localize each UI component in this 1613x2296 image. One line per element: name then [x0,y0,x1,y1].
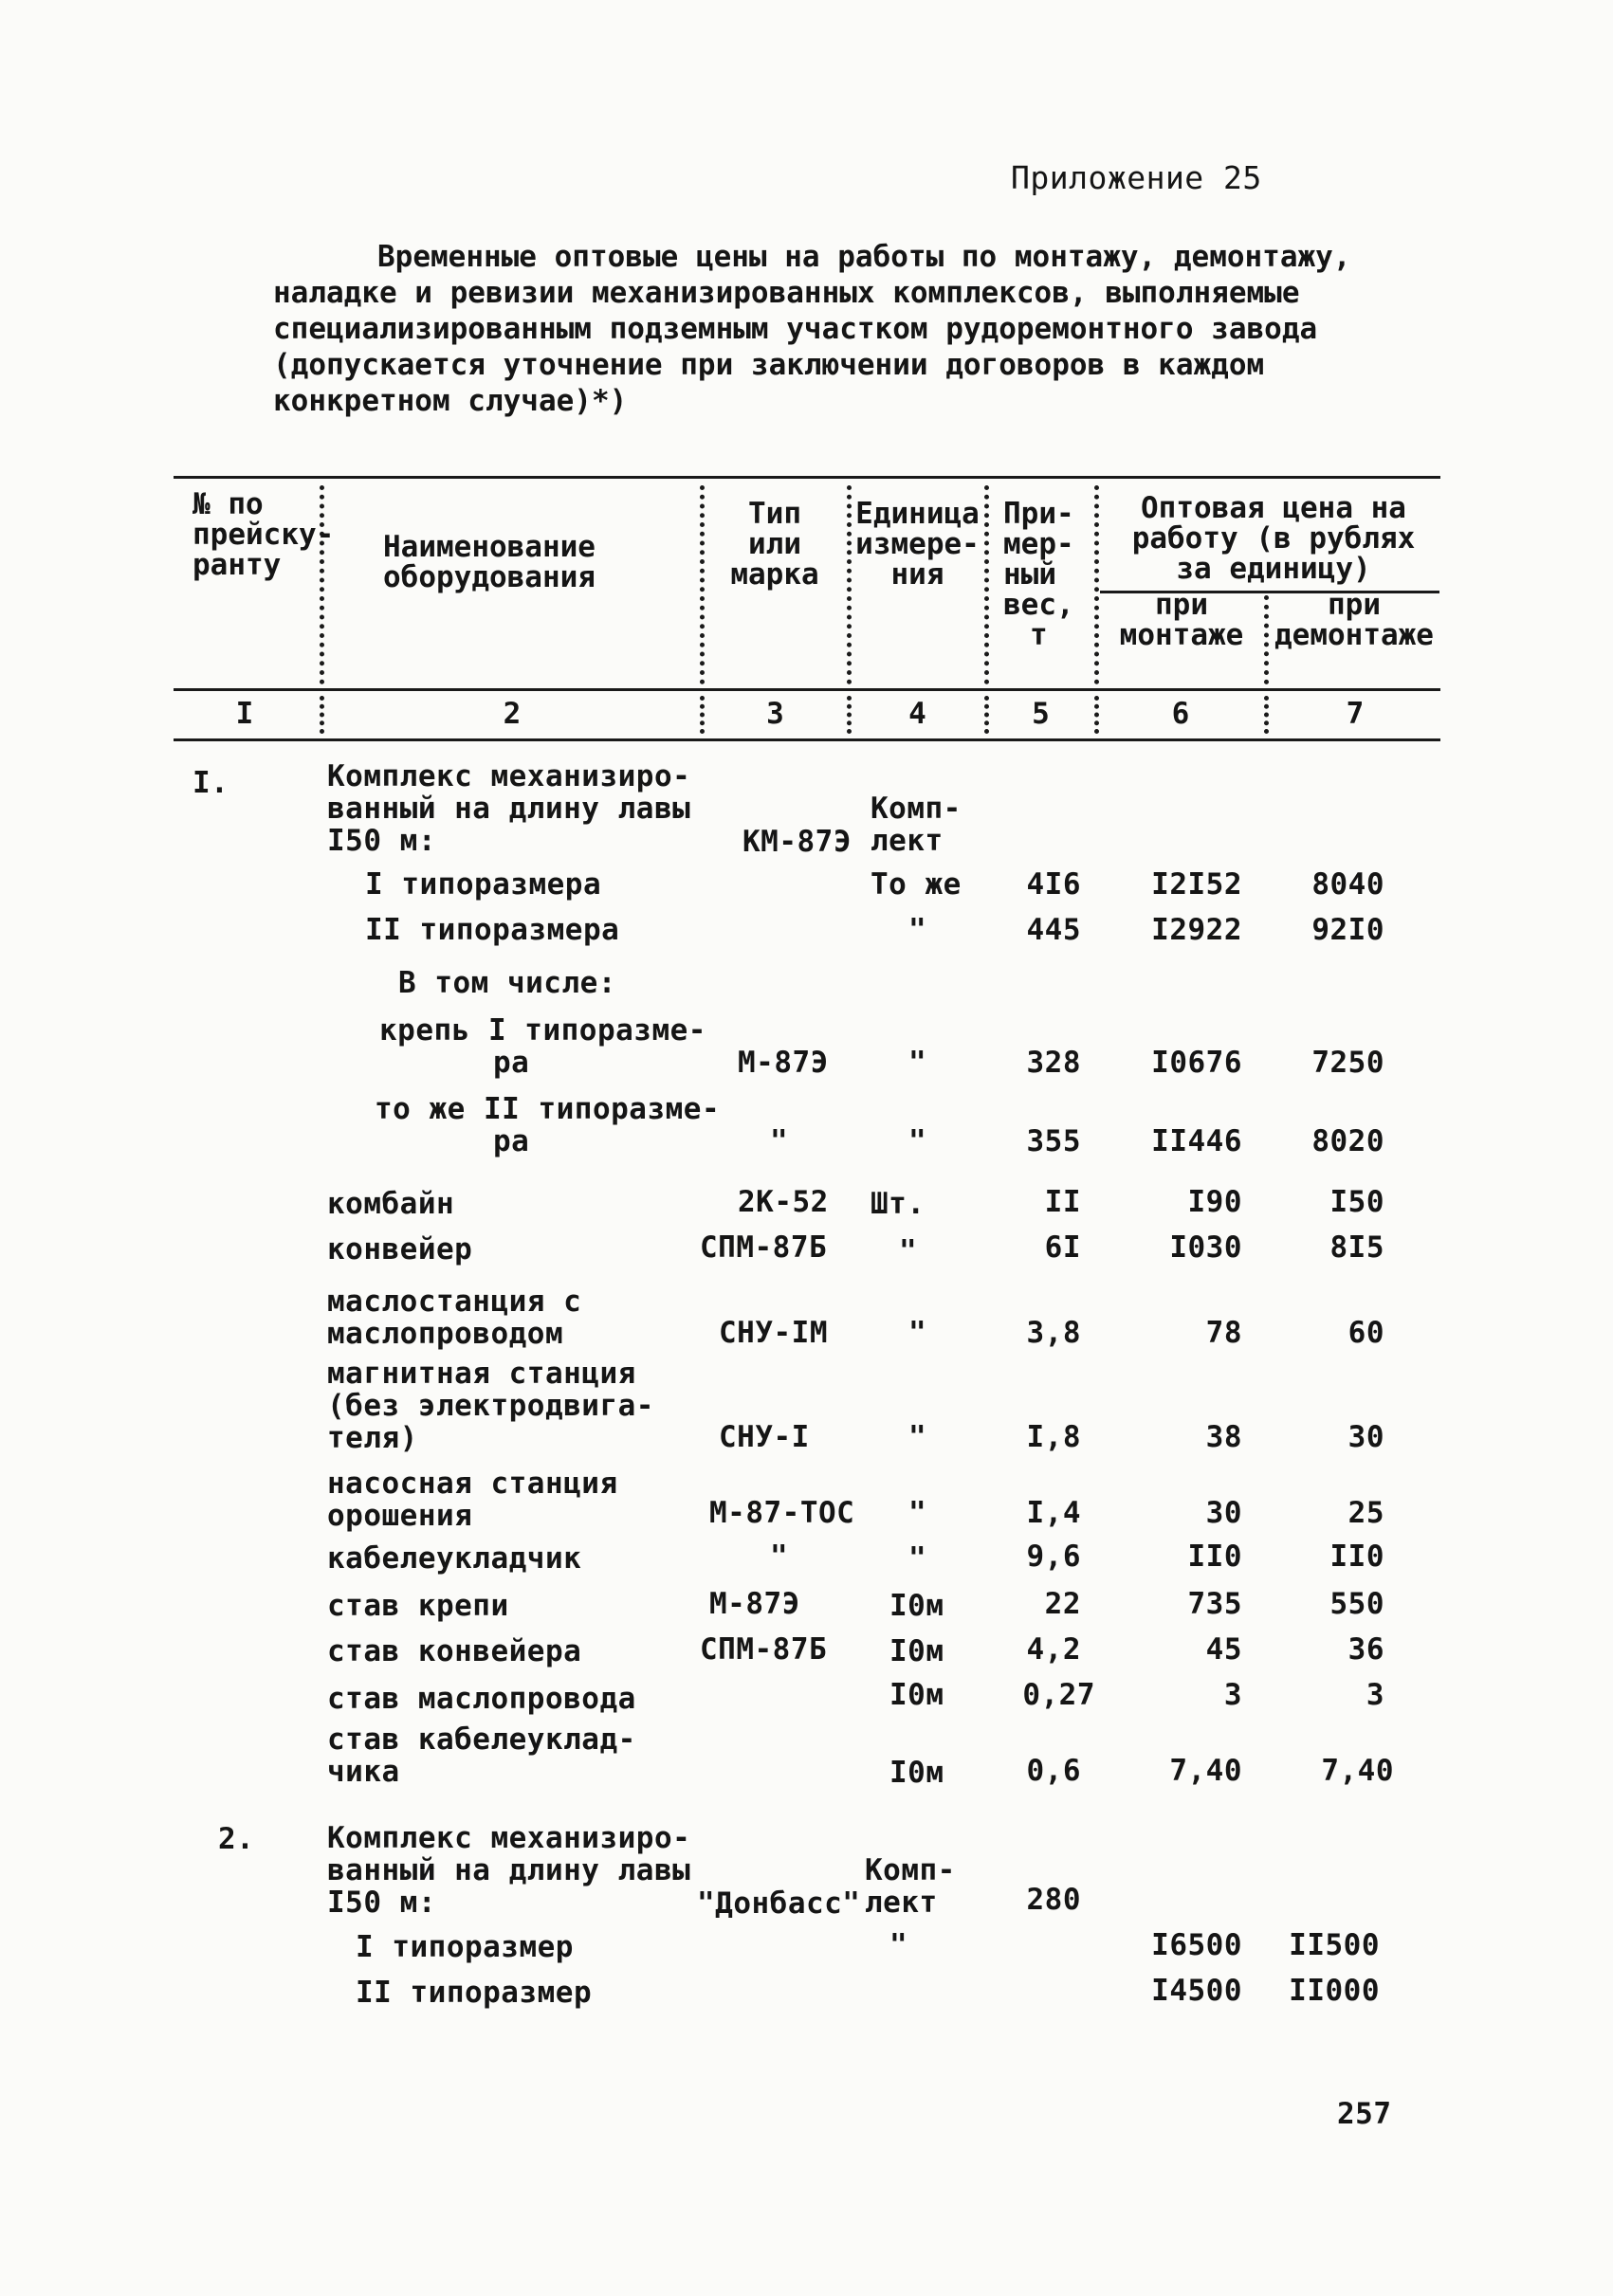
col-number: 4 [908,697,926,731]
row-unit: " [908,1496,927,1530]
row-type: М-87Э [738,1046,829,1080]
row-mount-price: 735 [1187,1587,1242,1621]
row-mount-price: II0 [1187,1540,1242,1574]
intro-line: наладке и ревизии механизированных комплексов, выполняемые [273,276,1300,310]
row-dismount-price: 550 [1329,1587,1384,1621]
row-weight: 6I [1044,1230,1081,1265]
row-type: М-87Э [709,1587,800,1621]
row-unit: " [908,1420,927,1454]
row-name: Комплекс механизиро- ванный на длину лавы I50 м: [327,1821,691,1920]
row-dismount-price: 30 [1347,1420,1384,1454]
row-dismount-price: 8040 [1311,867,1384,902]
row-weight: 445 [1026,913,1081,947]
row-type: "Донбасс" [697,1886,861,1921]
row-mount-price: I4500 [1151,1974,1242,2008]
row-dismount-price: 60 [1347,1316,1384,1350]
row-name: II типоразмера [365,913,620,947]
page-number: 257 [1337,2097,1392,2131]
row-name: насосная станция орошения [327,1467,618,1533]
row-weight: 22 [1044,1587,1081,1621]
row-unit: Шт. [871,1187,926,1221]
row-mount-price: II446 [1151,1124,1242,1158]
row-name: став кабелеуклад- чика [327,1722,636,1789]
row-type: СНУ-I [719,1420,810,1454]
row-dismount-price: 7,40 [1321,1754,1394,1788]
header-col-6: при монтаже [1119,588,1244,652]
row-name: II типоразмер [356,1976,593,2010]
intro-line: конкретном случае)*) [273,384,628,418]
col-separator [700,485,705,684]
row-name: то же II типоразме- ра [375,1092,721,1158]
row-dismount-price: 92I0 [1311,913,1384,947]
col-separator [320,696,324,734]
row-unit: I0м [889,1589,944,1623]
row-dismount-price: I50 [1329,1185,1384,1219]
row-unit: I0м [889,1756,944,1790]
row-unit: Комп- лект [871,792,962,858]
row-mount-price: I6500 [1151,1928,1242,1962]
row-name: став маслопровода [327,1682,636,1716]
row-unit: " [908,1541,927,1576]
row-mount-price: I90 [1187,1185,1242,1219]
col-separator [847,696,852,734]
row-number: 2. [218,1822,255,1856]
row-name: I типоразмера [365,867,602,902]
row-type: СПМ-87Б [700,1632,828,1667]
row-type: 2К-52 [738,1185,829,1219]
row-weight: I,8 [1026,1420,1081,1454]
header-col-3: Тип или марка [730,497,819,592]
row-weight: 0,27 [1022,1678,1095,1712]
row-weight: 4I6 [1026,867,1081,902]
row-dismount-price: 3 [1366,1678,1384,1712]
header-col-7: при демонтаже [1274,588,1434,652]
numbers-bottom-rule [174,738,1440,741]
row-dismount-price: 36 [1347,1632,1384,1667]
row-mount-price: I2I52 [1151,867,1242,902]
row-unit: " [908,1046,927,1080]
header-col-4: Единица измере- ния [855,497,980,592]
col-separator [1094,696,1099,734]
col-separator [984,696,989,734]
row-name: кабелеукладчик [327,1541,582,1576]
row-mount-price: 45 [1205,1632,1242,1667]
row-name: магнитная станция (без электродвига- теля) [327,1357,654,1455]
intro-line: специализированным подземным участком рудоремонтного завода [273,312,1318,346]
col-number: 5 [1032,697,1050,731]
row-weight: 4,2 [1026,1632,1081,1667]
intro-line: Временные оптовые цены на работы по монтажу, демонтажу, [377,240,1351,274]
intro-paragraph [273,239,1351,419]
row-mount-price: 7,40 [1169,1754,1242,1788]
row-type: СНУ-IМ [719,1316,828,1350]
row-weight: 328 [1026,1046,1081,1080]
row-unit: " [899,1234,918,1268]
row-type: М-87-ТОС [709,1496,855,1530]
row-type: " [770,1540,789,1574]
row-weight: 0,6 [1026,1754,1081,1788]
row-weight: I,4 [1026,1496,1081,1530]
table-top-rule [174,476,1440,479]
appendix-title: Приложение 25 [1011,159,1262,196]
row-name: конвейер [327,1232,473,1266]
row-type: КМ-87Э [742,825,852,859]
row-mount-price: 30 [1205,1496,1242,1530]
row-dismount-price: 7250 [1311,1046,1384,1080]
intro-line: (допускается уточнение при заключении договоров в каждом [273,348,1265,382]
row-weight: 3,8 [1026,1316,1081,1350]
row-mount-price: I030 [1169,1230,1242,1265]
row-mount-price: 78 [1205,1316,1242,1350]
row-weight: 280 [1026,1883,1081,1917]
row-mount-price: I2922 [1151,913,1242,947]
row-dismount-price: II500 [1289,1928,1380,1962]
row-type: " [770,1124,789,1158]
header-col-5: При- мер- ный вес, т [1003,497,1074,652]
col-number: 3 [766,697,784,731]
row-name: комбайн [327,1187,455,1221]
row-name: маслостанция с маслопроводом [327,1285,582,1351]
header-col-2: Наименование оборудования [383,530,596,594]
row-unit: " [908,1124,927,1158]
row-name: став конвейера [327,1634,582,1668]
row-type: СПМ-87Б [700,1230,828,1265]
row-unit: " [908,1316,927,1350]
row-unit: " [889,1928,908,1962]
col-separator [700,696,705,734]
header-bottom-rule [174,688,1440,691]
col-separator [1094,485,1099,684]
row-unit: I0м [889,1678,944,1712]
col-number: 2 [503,697,522,731]
row-unit: Комп- лект [865,1853,956,1920]
row-weight: 355 [1026,1124,1081,1158]
row-name: Комплекс механизиро- ванный на длину лавы I50 м: [327,759,691,858]
row-mount-price: 3 [1223,1678,1242,1712]
row-unit: То же [871,867,962,902]
row-weight: II [1044,1185,1081,1219]
row-dismount-price: 8020 [1311,1124,1384,1158]
row-name: В том числе: [398,966,616,1000]
col-number: 7 [1346,697,1365,731]
row-name: крепь I типоразме- ра [379,1013,706,1080]
col-number: 6 [1171,697,1190,731]
row-name: I типоразмер [356,1930,574,1964]
row-mount-price: 38 [1205,1420,1242,1454]
col-separator [1264,696,1269,734]
row-dismount-price: 25 [1347,1496,1384,1530]
row-dismount-price: II0 [1329,1540,1384,1574]
row-dismount-price: 8I5 [1329,1230,1384,1265]
row-weight: 9,6 [1026,1540,1081,1574]
row-unit: I0м [889,1634,944,1668]
row-number: I. [192,766,229,800]
row-unit: " [908,913,927,947]
row-mount-price: I0676 [1151,1046,1242,1080]
col-number: I [235,697,254,731]
header-price-group: Оптовая цена на работу (в рублях за единицу) [1131,491,1416,586]
header-col-1: № по прейску- ранту [192,487,335,582]
row-dismount-price: II000 [1289,1974,1380,2008]
row-name: став крепи [327,1589,509,1623]
